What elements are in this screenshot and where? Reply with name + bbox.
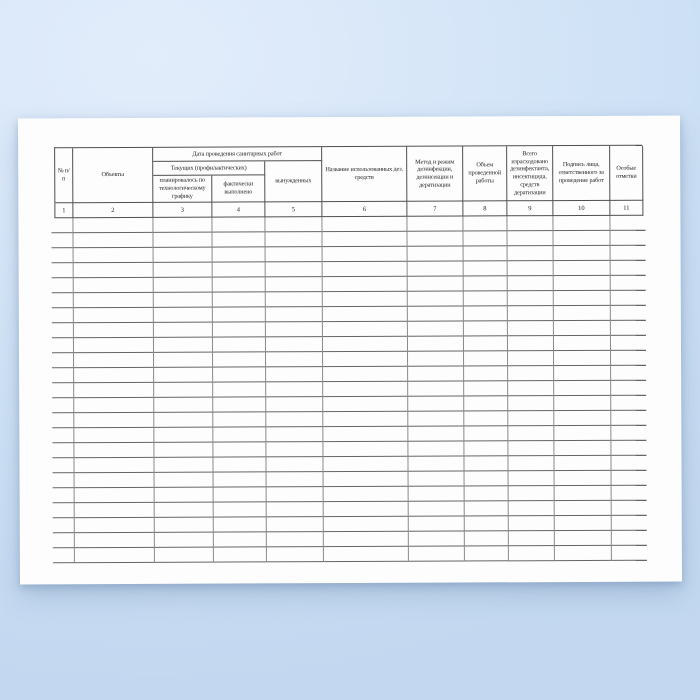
column-subgroup-header-current: Текущих (профилактических) <box>153 161 265 175</box>
column-number-1: 1 <box>55 203 73 218</box>
column-number-10: 10 <box>553 201 610 216</box>
column-header-method-mode: Метод и режим дезинфекции, дезинсекции и дератизации <box>407 147 463 202</box>
column-header-planned: планировалось по технологическому графику <box>153 176 212 203</box>
column-number-11: 11 <box>610 201 643 216</box>
table-row <box>53 546 647 564</box>
table-body <box>54 216 643 564</box>
column-number-5: 5 <box>265 202 322 217</box>
column-header-special-notes: Особые отметки <box>610 146 643 201</box>
column-number-8: 8 <box>463 201 507 216</box>
column-header-work-volume: Объем проведенной работы <box>463 146 507 201</box>
column-header-total-used: Всего израсходовано дезинфектанта, инсектицида, средств дератизации <box>507 146 553 201</box>
column-header-objects: Объекты <box>73 148 153 203</box>
column-number-3: 3 <box>153 203 212 218</box>
column-header-forced: вынужденных <box>265 161 322 202</box>
table-body-rows <box>51 216 646 564</box>
column-header-agent-name: Название использованных дез. средств <box>322 147 407 202</box>
column-group-header-dates: Дата проведения санитарных работ <box>153 147 322 162</box>
column-number-4: 4 <box>212 202 265 217</box>
table-header <box>54 145 642 204</box>
column-header-row-number: № п/п <box>55 148 73 203</box>
column-number-7: 7 <box>407 202 463 217</box>
column-header-signature: Подпись лица, ответственного за проведение работ <box>553 146 610 201</box>
sanitary-works-register-table <box>54 145 644 564</box>
column-number-9: 9 <box>507 201 553 216</box>
column-number-2: 2 <box>73 203 153 218</box>
column-number-6: 6 <box>322 202 407 217</box>
form-page <box>18 116 682 585</box>
column-header-actual: фактически выполнено <box>212 175 265 202</box>
